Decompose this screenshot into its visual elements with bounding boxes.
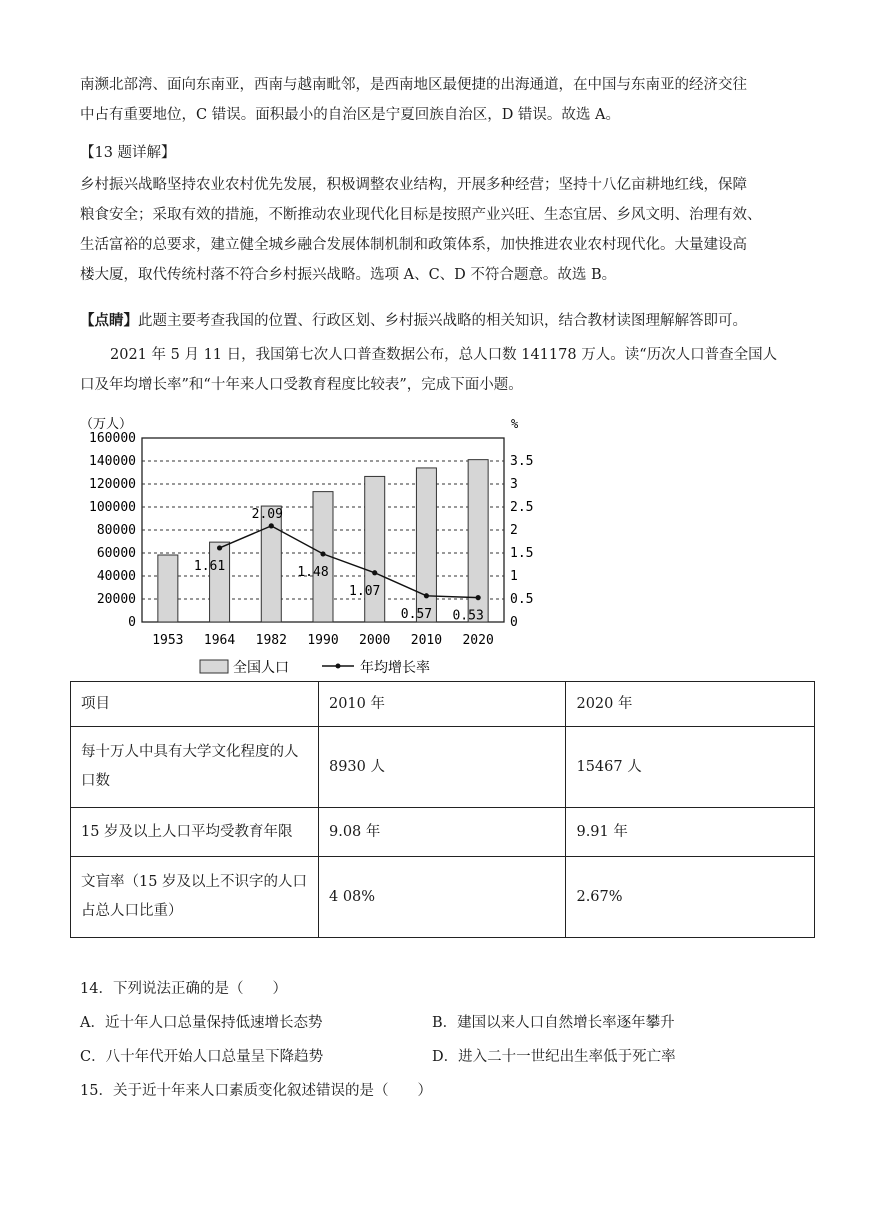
table-header-cell: 2010 年 <box>318 682 565 727</box>
pointer-text: 此题主要考查我国的位置、行政区划、乡村振兴战略的相关知识，结合教材读图理解解答即可。 <box>138 313 747 329</box>
x-tick-label: 1982 <box>255 633 287 648</box>
y-tick-label: 60000 <box>96 546 136 561</box>
x-ticks <box>152 633 494 648</box>
y2-axis-label: % <box>511 417 519 431</box>
rate-data-label: 1.07 <box>349 583 381 599</box>
pointer-note <box>80 306 792 336</box>
x-tick-label: 1990 <box>307 633 339 648</box>
y-axis-label: （万人） <box>80 417 133 432</box>
rate-point-1964 <box>217 545 222 550</box>
y-tick-label: 120000 <box>89 477 136 492</box>
text-line: 口及年均增长率”和“十年来人口受教育程度比较表”，完成下面小题。 <box>80 377 523 393</box>
legend-bar-swatch <box>200 660 228 673</box>
q14-option-b[interactable]: B．建国以来人口自然增长率逐年攀升 <box>432 1015 675 1031</box>
y-tick-label: 100000 <box>89 500 136 515</box>
rate-data-label: 2.09 <box>251 506 283 522</box>
table-row <box>71 857 815 938</box>
y2-tick-label: 3 <box>510 477 518 492</box>
y2-ticks <box>510 454 533 630</box>
x-tick-label: 2010 <box>410 633 443 648</box>
rate-data-label: 0.57 <box>400 606 433 622</box>
table-header-cell: 项目 <box>71 682 319 727</box>
table-cell-label: 每十万人中具有大学文化程度的人 口数 <box>71 727 319 808</box>
answer-paragraph-13 <box>80 170 792 290</box>
y2-tick-label: 2 <box>510 523 518 538</box>
x-tick-label: 1953 <box>152 633 184 648</box>
y2-tick-label: 1.5 <box>510 546 534 561</box>
y2-tick-label: 2.5 <box>510 500 534 515</box>
x-tick-label: 1964 <box>203 633 236 648</box>
rate-data-label: 1.61 <box>193 558 226 574</box>
population-census-chart <box>70 408 550 680</box>
y2-tick-label: 3.5 <box>510 454 534 469</box>
table-header-row <box>71 682 815 727</box>
table-cell-2020: 9.91 年 <box>566 808 815 857</box>
q14-option-c[interactable]: C．八十年代开始人口总量呈下降趋势 <box>80 1049 324 1065</box>
pointer-label: 【点睛】 <box>80 312 138 329</box>
table-cell-2010: 4 08% <box>318 857 565 938</box>
bar-2000 <box>365 476 385 622</box>
x-tick-label: 2020 <box>462 633 494 648</box>
rate-data-label: 1.48 <box>297 564 329 580</box>
y-tick-label: 140000 <box>89 454 136 469</box>
rate-data-label: 0.53 <box>452 608 484 624</box>
q14-option-a[interactable]: A．近十年人口总量保持低速增长态势 <box>80 1015 323 1031</box>
y-ticks <box>89 431 136 630</box>
text-line: 2021 年 5 月 11 日，我国第七次人口普查数据公布，总人口数 141178 万人。读“历次人口普查全国人 <box>110 347 778 363</box>
bar-1953 <box>158 555 178 622</box>
text-line: 楼大厦，取代传统村落不符合乡村振兴战略。选项 A、C、D 不符合题意。故选 B。 <box>80 267 617 283</box>
y2-tick-label: 0 <box>510 615 518 630</box>
rate-point-1982 <box>269 523 274 528</box>
table-cell-2010: 9.08 年 <box>318 808 565 857</box>
text-line: 乡村振兴战略坚持农业农村优先发展，积极调整农业结构，开展多种经营；坚持十八亿亩耕地红线，保障 <box>80 177 747 193</box>
bar-1964 <box>210 542 230 622</box>
text-line: 粮食安全；采取有效的措施，不断推动农业现代化目标是按照产业兴旺、生态宜居、乡风文明、治理有效、 <box>80 207 762 223</box>
question-intro <box>80 340 792 400</box>
x-tick-label: 2000 <box>359 633 391 648</box>
rate-point-2010 <box>424 593 429 598</box>
growth-rate-series <box>194 507 484 624</box>
text-line: 南濒北部湾、面向东南亚，西南与越南毗邻，是西南地区最便捷的出海通道，在中国与东南亚的经济交往 <box>80 77 747 93</box>
q13-heading: 【13 题详解】 <box>80 145 176 161</box>
bar-2010 <box>416 468 436 622</box>
y-tick-label: 80000 <box>96 523 136 538</box>
rate-point-2000 <box>372 570 377 575</box>
table-cell-2020: 2.67% <box>566 857 815 938</box>
y-tick-label: 160000 <box>89 431 136 446</box>
q14-option-d[interactable]: D．进入二十一世纪出生率低于死亡率 <box>432 1049 676 1065</box>
table-row <box>71 727 815 808</box>
chart-legend <box>200 659 430 676</box>
question-15-stem: 15．关于近十年来人口素质变化叙述错误的是（ ） <box>80 1083 432 1099</box>
education-comparison-table <box>70 681 815 938</box>
table-cell-label: 文盲率（15 岁及以上不识字的人口 占总人口比重） <box>71 857 319 938</box>
answer-paragraph-12 <box>80 70 792 130</box>
y-tick-label: 0 <box>128 615 136 630</box>
y-tick-label: 40000 <box>96 569 136 584</box>
legend-line-marker <box>336 664 341 669</box>
table-cell-2020: 15467 人 <box>566 727 815 808</box>
rate-point-1990 <box>320 551 325 556</box>
table-row <box>71 808 815 857</box>
table-header-cell: 2020 年 <box>566 682 815 727</box>
text-line: 生活富裕的总要求，建立健全城乡融合发展体制机制和政策体系，加快推进农业农村现代化。大量建设高 <box>80 237 747 253</box>
table-cell-2010: 8930 人 <box>318 727 565 808</box>
legend-line-label: 年均增长率 <box>360 660 430 676</box>
table-cell-label: 15 岁及以上人口平均受教育年限 <box>71 808 319 857</box>
y-tick-label: 20000 <box>96 592 136 607</box>
y2-tick-label: 1 <box>510 569 518 584</box>
rate-point-2020 <box>476 595 481 600</box>
text-line: 中占有重要地位，C 错误。面积最小的自治区是宁夏回族自治区，D 错误。故选 A。 <box>80 107 621 123</box>
legend-bar-label: 全国人口 <box>233 660 289 676</box>
y2-tick-label: 0.5 <box>510 592 534 607</box>
question-14-stem: 14．下列说法正确的是（ ） <box>80 981 287 997</box>
